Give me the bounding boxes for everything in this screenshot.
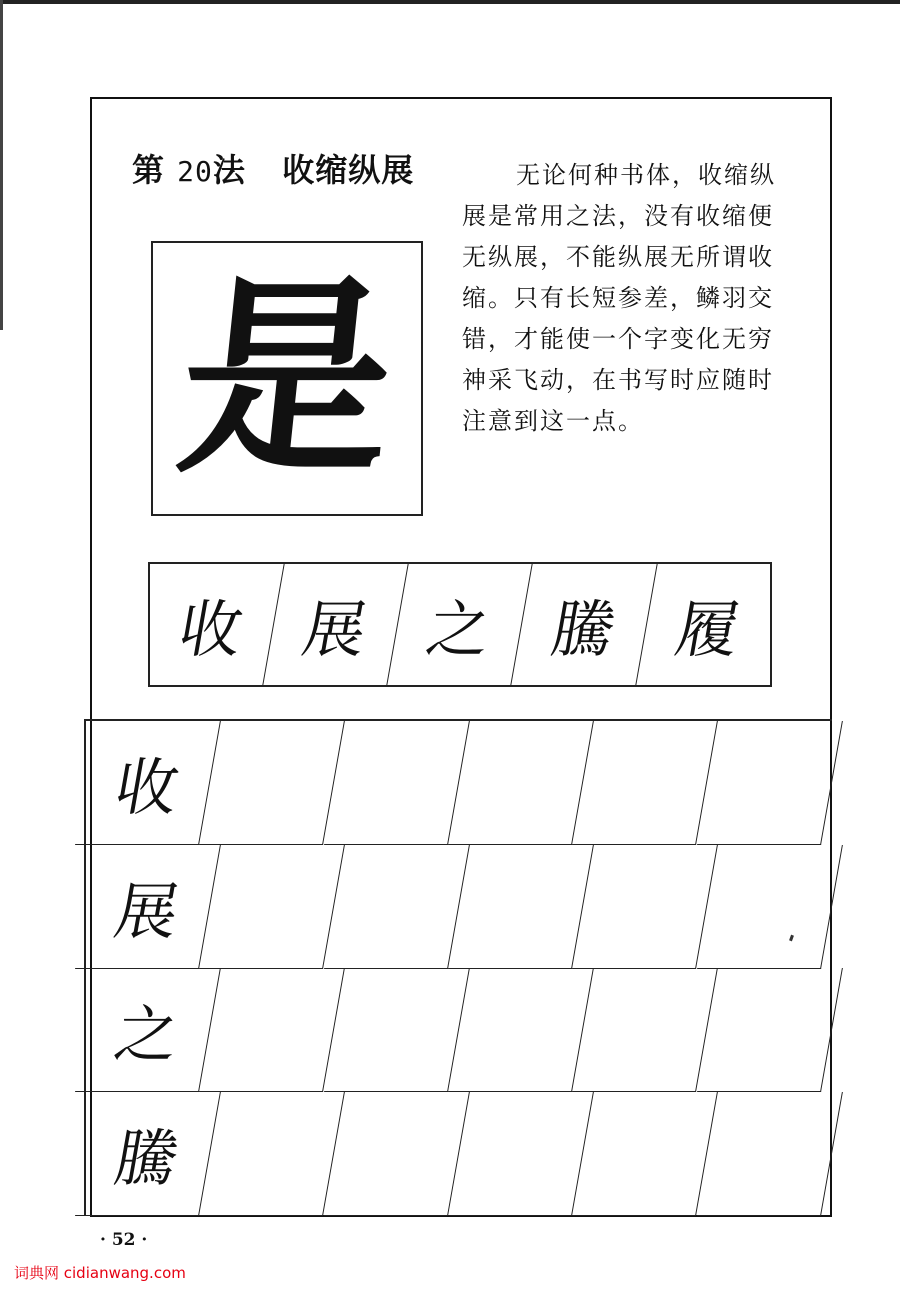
practice-grid [84, 719, 832, 1215]
practice-cell[interactable] [697, 721, 843, 845]
practice-cell[interactable] [697, 845, 843, 969]
practice-model-cell: 之 [75, 968, 221, 1092]
top-border-line [0, 0, 900, 4]
practice-cell[interactable] [324, 845, 470, 969]
sample-character: 展 [264, 564, 410, 685]
practice-cell[interactable] [448, 1092, 594, 1216]
page-number: · 52 · [100, 1230, 148, 1250]
practice-cell[interactable] [697, 968, 843, 1092]
practice-cell[interactable] [697, 1092, 843, 1216]
practice-cell[interactable] [199, 968, 345, 1092]
description-line: 神采飞动，在书写时应随时 [462, 366, 774, 394]
left-border-line [0, 0, 3, 330]
practice-cell[interactable] [324, 1092, 470, 1216]
description-line: 无纵展，不能纵展无所谓收 [462, 243, 774, 271]
practice-cell[interactable] [448, 721, 594, 845]
model-character-box [151, 241, 423, 516]
sample-character-row [148, 562, 772, 687]
title-prefix: 第 [132, 151, 166, 189]
lesson-title [132, 145, 414, 191]
sample-character: 收 [139, 564, 285, 685]
practice-cell[interactable] [448, 845, 594, 969]
description-line: 错，才能使一个字变化无穷 [462, 325, 774, 353]
practice-cell[interactable] [572, 1092, 718, 1216]
practice-cell[interactable] [199, 845, 345, 969]
description-line: 无论何种书体，收缩纵 [516, 161, 776, 189]
practice-model-cell: 收 [75, 721, 221, 845]
practice-model-cell: 騰 [75, 1092, 221, 1216]
watermark: 词典网 cidianwang.com [14, 1264, 186, 1282]
practice-cell[interactable] [324, 721, 470, 845]
practice-cell[interactable] [572, 721, 718, 845]
title-suffix: 法 收缩纵展 [212, 151, 415, 189]
practice-cell[interactable] [572, 845, 718, 969]
practice-cell[interactable] [572, 968, 718, 1092]
model-character: 是 [169, 254, 406, 502]
practice-cell[interactable] [448, 968, 594, 1092]
practice-cell[interactable] [199, 721, 345, 845]
sample-character: 騰 [512, 564, 658, 685]
lesson-description [462, 155, 812, 442]
sample-character: 履 [670, 593, 745, 666]
description-line: 注意到这一点。 [462, 407, 644, 435]
practice-cell[interactable] [199, 1092, 345, 1216]
description-line: 缩。只有长短参差，鳞羽交 [462, 284, 774, 312]
title-number: 20 [177, 155, 213, 188]
sample-character: 之 [388, 564, 534, 685]
practice-cell[interactable] [324, 968, 470, 1092]
description-line: 展是常用之法，没有收缩便 [462, 202, 774, 230]
practice-model-cell: 展 [75, 845, 221, 969]
